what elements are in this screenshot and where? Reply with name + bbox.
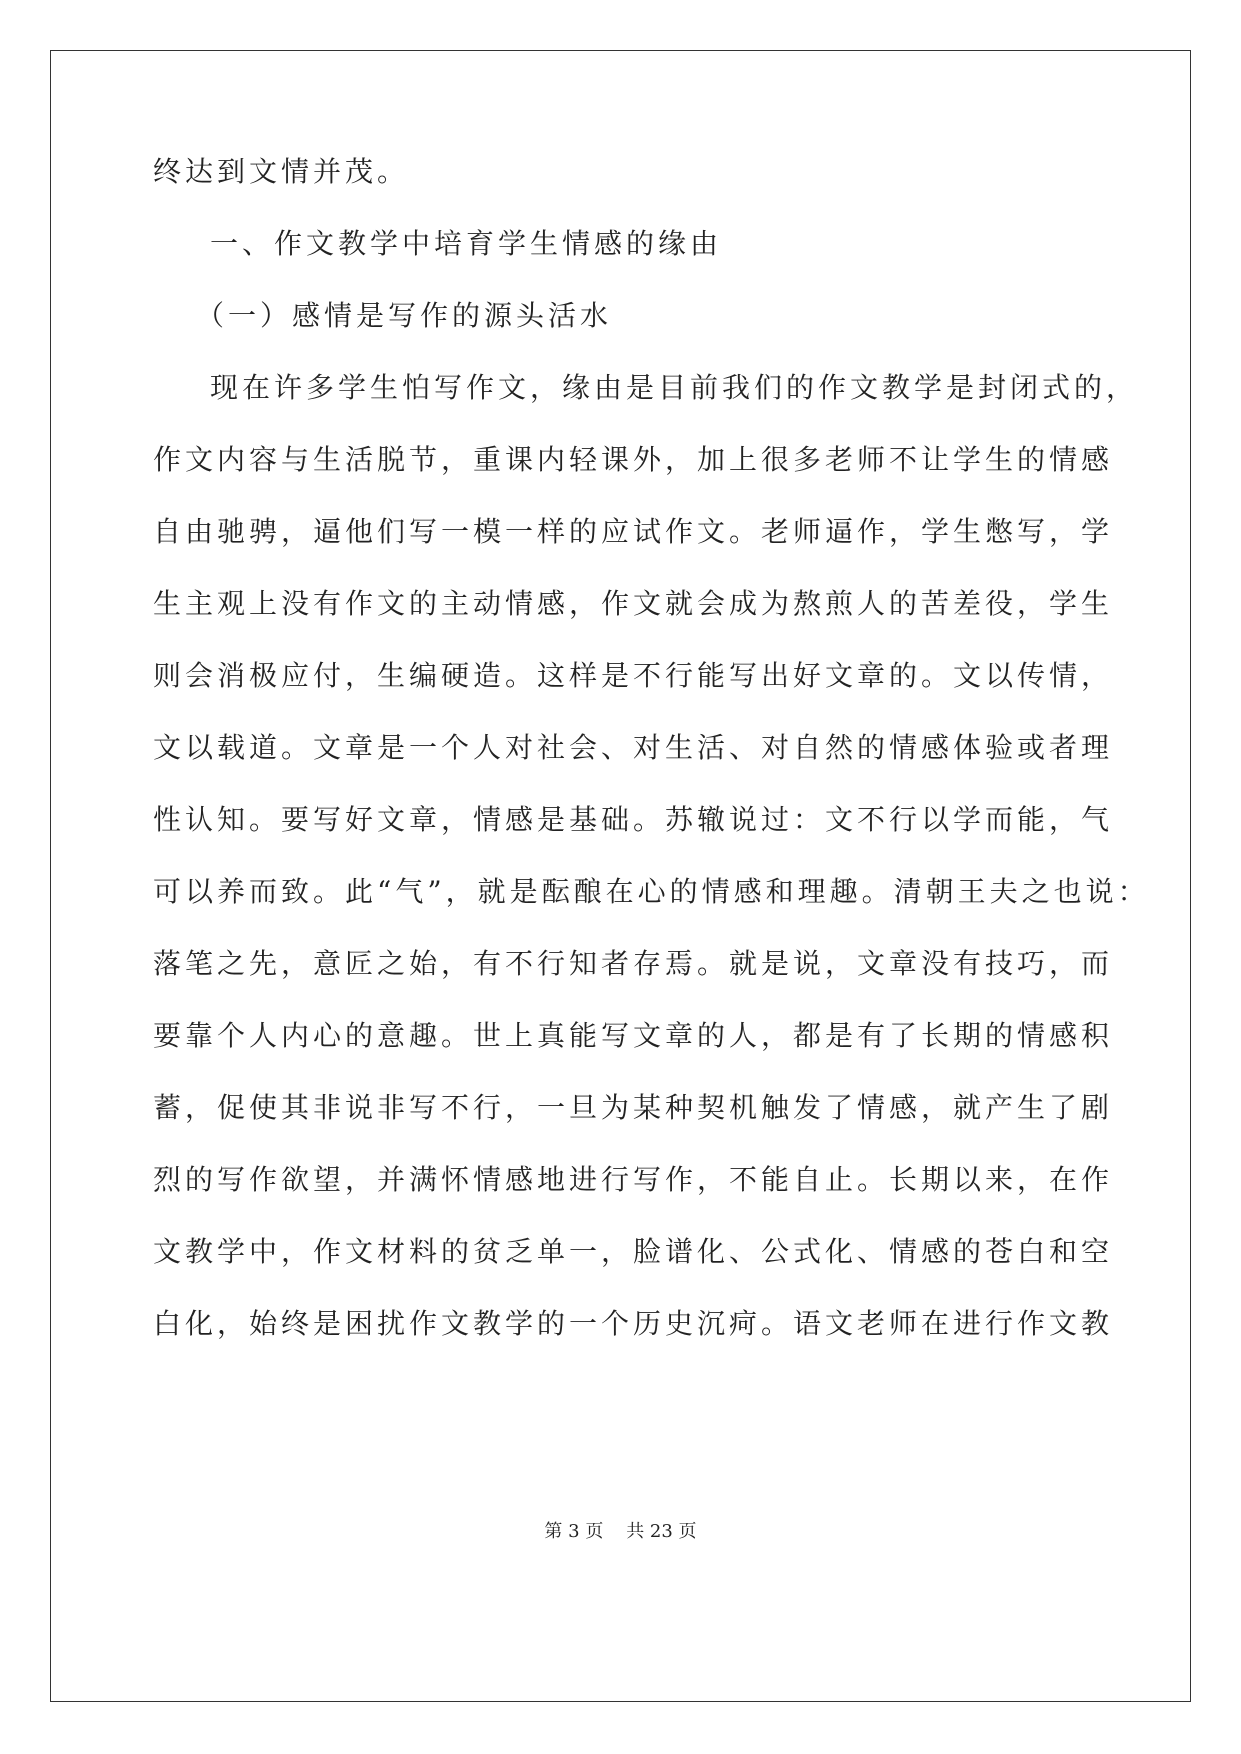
text-line: 白化，始终是困扰作文教学的一个历史沉疴。语文老师在进行作文教 (153, 1307, 1114, 1340)
text-line: 文以载道。文章是一个人对社会、对生活、对自然的情感体验或者理 (153, 731, 1114, 764)
text-line: 则会消极应付，生编硬造。这样是不行能写出好文章的。文以传情， (153, 659, 1114, 692)
text-line: 性认知。要写好文章，情感是基础。苏辙说过：文不行以学而能，气 (153, 803, 1114, 836)
text-line: 要靠个人内心的意趣。世上真能写文章的人，都是有了长期的情感积 (153, 1019, 1114, 1052)
text-line: 终达到文情并茂。 (153, 155, 410, 188)
text-line: 自由驰骋，逼他们写一模一样的应试作文。老师逼作，学生憋写，学 (153, 515, 1114, 548)
text-line: 烈的写作欲望，并满怀情感地进行写作，不能自止。长期以来，在作 (153, 1163, 1114, 1196)
text-line: 蓄，促使其非说非写不行，一旦为某种契机触发了情感，就产生了剧 (153, 1091, 1114, 1124)
subsection-heading: （一）感情是写作的源头活水 (196, 299, 613, 332)
page-number-footer: 第 3 页 共 23 页 (544, 1521, 697, 1542)
text-line: 文教学中，作文材料的贫乏单一，脸谱化、公式化、情感的苍白和空 (153, 1235, 1114, 1268)
text-line: 生主观上没有作文的主动情感，作文就会成为熬煎人的苦差役，学生 (153, 587, 1114, 620)
text-line: 可以养而致。此“气”，就是酝酿在心的情感和理趣。清朝王夫之也说： (153, 875, 1150, 908)
section-heading: 一、作文教学中培育学生情感的缘由 (210, 227, 723, 260)
text-line: 作文内容与生活脱节，重课内轻课外，加上很多老师不让学生的情感 (153, 443, 1114, 476)
text-line: 落笔之先，意匠之始，有不行知者存焉。就是说，文章没有技巧，而 (153, 947, 1114, 980)
paragraph-first-line: 现在许多学生怕写作文，缘由是目前我们的作文教学是封闭式的， (210, 371, 1139, 404)
